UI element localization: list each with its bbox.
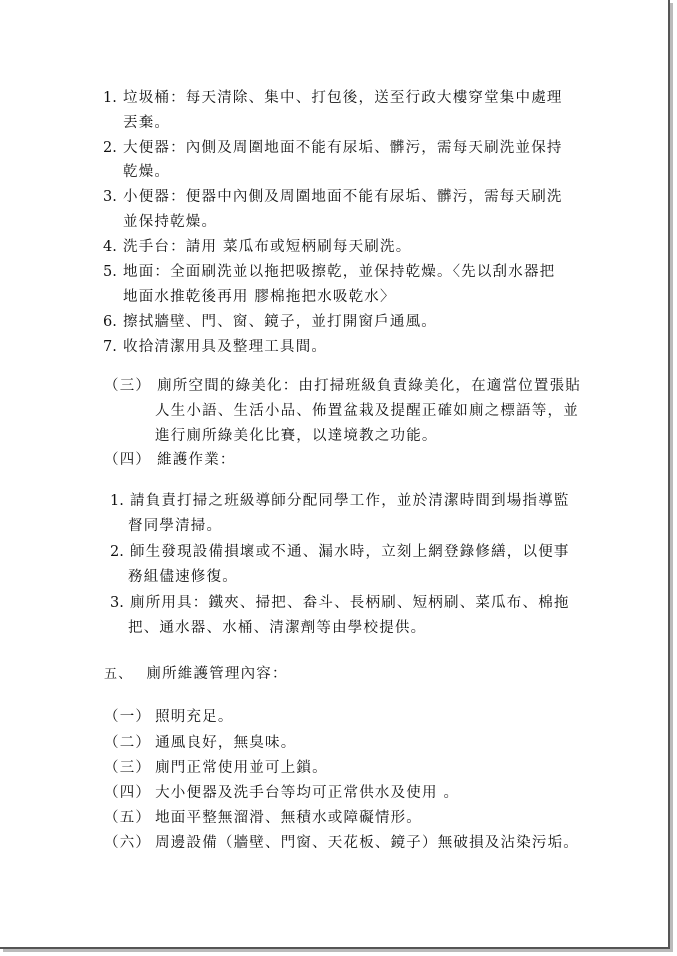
cleaning-item-4 (103, 237, 411, 257)
maintenance-item-1 (110, 491, 570, 511)
item-number: 1. (103, 90, 117, 106)
item-text: 周邊設備（牆壁、門窗、天花板、鏡子）無破損及沾染污垢。 (155, 835, 580, 851)
content-item-6 (104, 833, 579, 853)
item-number: 2. (103, 140, 117, 156)
item-text: 通風良好，無臭味。 (155, 735, 297, 751)
item-number: 5. (103, 264, 117, 280)
maintenance-item-2 (110, 542, 570, 562)
maintenance-item-3-cont: 把、通水器、水桶、清潔劑等由學校提供。 (128, 620, 427, 636)
item-text: 收拾清潔用具及整理工具間。 (123, 339, 328, 355)
maintenance-title: 維護作業： (157, 452, 236, 468)
cleaning-item-3 (103, 187, 563, 207)
item-label: （五） (104, 810, 152, 826)
item-label: （二） (104, 735, 152, 751)
maintenance-item-3 (110, 593, 570, 613)
section-label: （三） (104, 378, 152, 394)
item-number: 6. (103, 314, 117, 330)
section-label: （四） (104, 452, 152, 468)
content-item-2 (104, 733, 296, 753)
item-number: 3. (110, 595, 124, 611)
item-label: （三） (104, 760, 152, 776)
section-five-heading (104, 664, 288, 685)
item-label: （四） (104, 785, 152, 801)
item-text: 地面：全面刷洗並以拖把吸擦乾，並保持乾燥。〈先以刮水器把 (123, 264, 556, 280)
greening-paragraph (104, 376, 581, 396)
cleaning-item-6 (103, 312, 437, 332)
cleaning-item-1 (103, 88, 563, 108)
item-text: 地面平整無溜滑、無積水或障礙情形。 (155, 810, 423, 826)
maintenance-item-2-cont: 務組儘速修復。 (128, 569, 238, 585)
item-text: 師生發現設備損壞或不通、漏水時，立刻上網登錄修繕，以便事 (130, 544, 570, 560)
content-item-1 (104, 707, 234, 727)
cleaning-item-2 (103, 138, 563, 158)
item-text: 照明充足。 (155, 709, 234, 725)
greening-line-3: 進行廁所綠美化比賽，以達境教之功能。 (155, 428, 438, 444)
greening-line-2: 人生小語、生活小品、佈置盆栽及提醒正確如廁之標語等，並 (155, 403, 579, 419)
greening-line-1: 廁所空間的綠美化：由打掃班級負責綠美化，在適當位置張貼 (157, 378, 582, 394)
item-text: 廁門正常使用並可上鎖。 (155, 760, 328, 776)
cleaning-item-2-cont: 乾燥。 (123, 164, 171, 180)
section-five-title: 廁所維護管理內容： (146, 666, 288, 682)
item-text: 洗手台：請用 菜瓜布或短柄刷每天刷洗。 (123, 239, 412, 255)
cleaning-item-3-cont: 並保持乾燥。 (123, 214, 218, 230)
cleaning-item-7 (103, 337, 327, 357)
cleaning-item-5-cont: 地面水推乾後再用 膠棉拖把水吸乾水〉 (123, 289, 396, 305)
item-text: 廁所用具：鐵夾、掃把、畚斗、長柄刷、短柄刷、菜瓜布、棉拖 (130, 595, 570, 611)
cleaning-item-1-cont: 丟棄。 (123, 115, 171, 131)
item-label: （六） (104, 835, 152, 851)
section-number: 五、 (104, 667, 133, 682)
item-number: 2. (110, 544, 124, 560)
maintenance-heading (104, 450, 236, 470)
item-text: 擦拭牆壁、門、窗、鏡子，並打開窗戶通風。 (123, 314, 437, 330)
cleaning-item-5 (103, 262, 555, 282)
item-number: 4. (103, 239, 117, 255)
item-text: 小便器：便器中內側及周圍地面不能有尿垢、髒污，需每天刷洗 (123, 189, 563, 205)
item-number: 1. (110, 493, 124, 509)
item-label: （一） (104, 709, 152, 725)
item-number: 3. (103, 189, 117, 205)
item-text: 垃圾桶：每天清除、集中、打包後，送至行政大樓穿堂集中處理 (123, 90, 563, 106)
content-item-4 (104, 783, 459, 803)
item-number: 7. (103, 339, 117, 355)
content-item-5 (104, 808, 422, 828)
content-item-3 (104, 758, 328, 778)
maintenance-item-1-cont: 督同學清掃。 (128, 518, 223, 534)
item-text: 大便器：內側及周圍地面不能有尿垢、髒污，需每天刷洗並保持 (123, 140, 563, 156)
item-text: 請負責打掃之班級導師分配同學工作，並於清潔時間到場指導監 (130, 493, 570, 509)
item-text: 大小便器及洗手台等均可正常供水及使用 。 (155, 785, 460, 801)
